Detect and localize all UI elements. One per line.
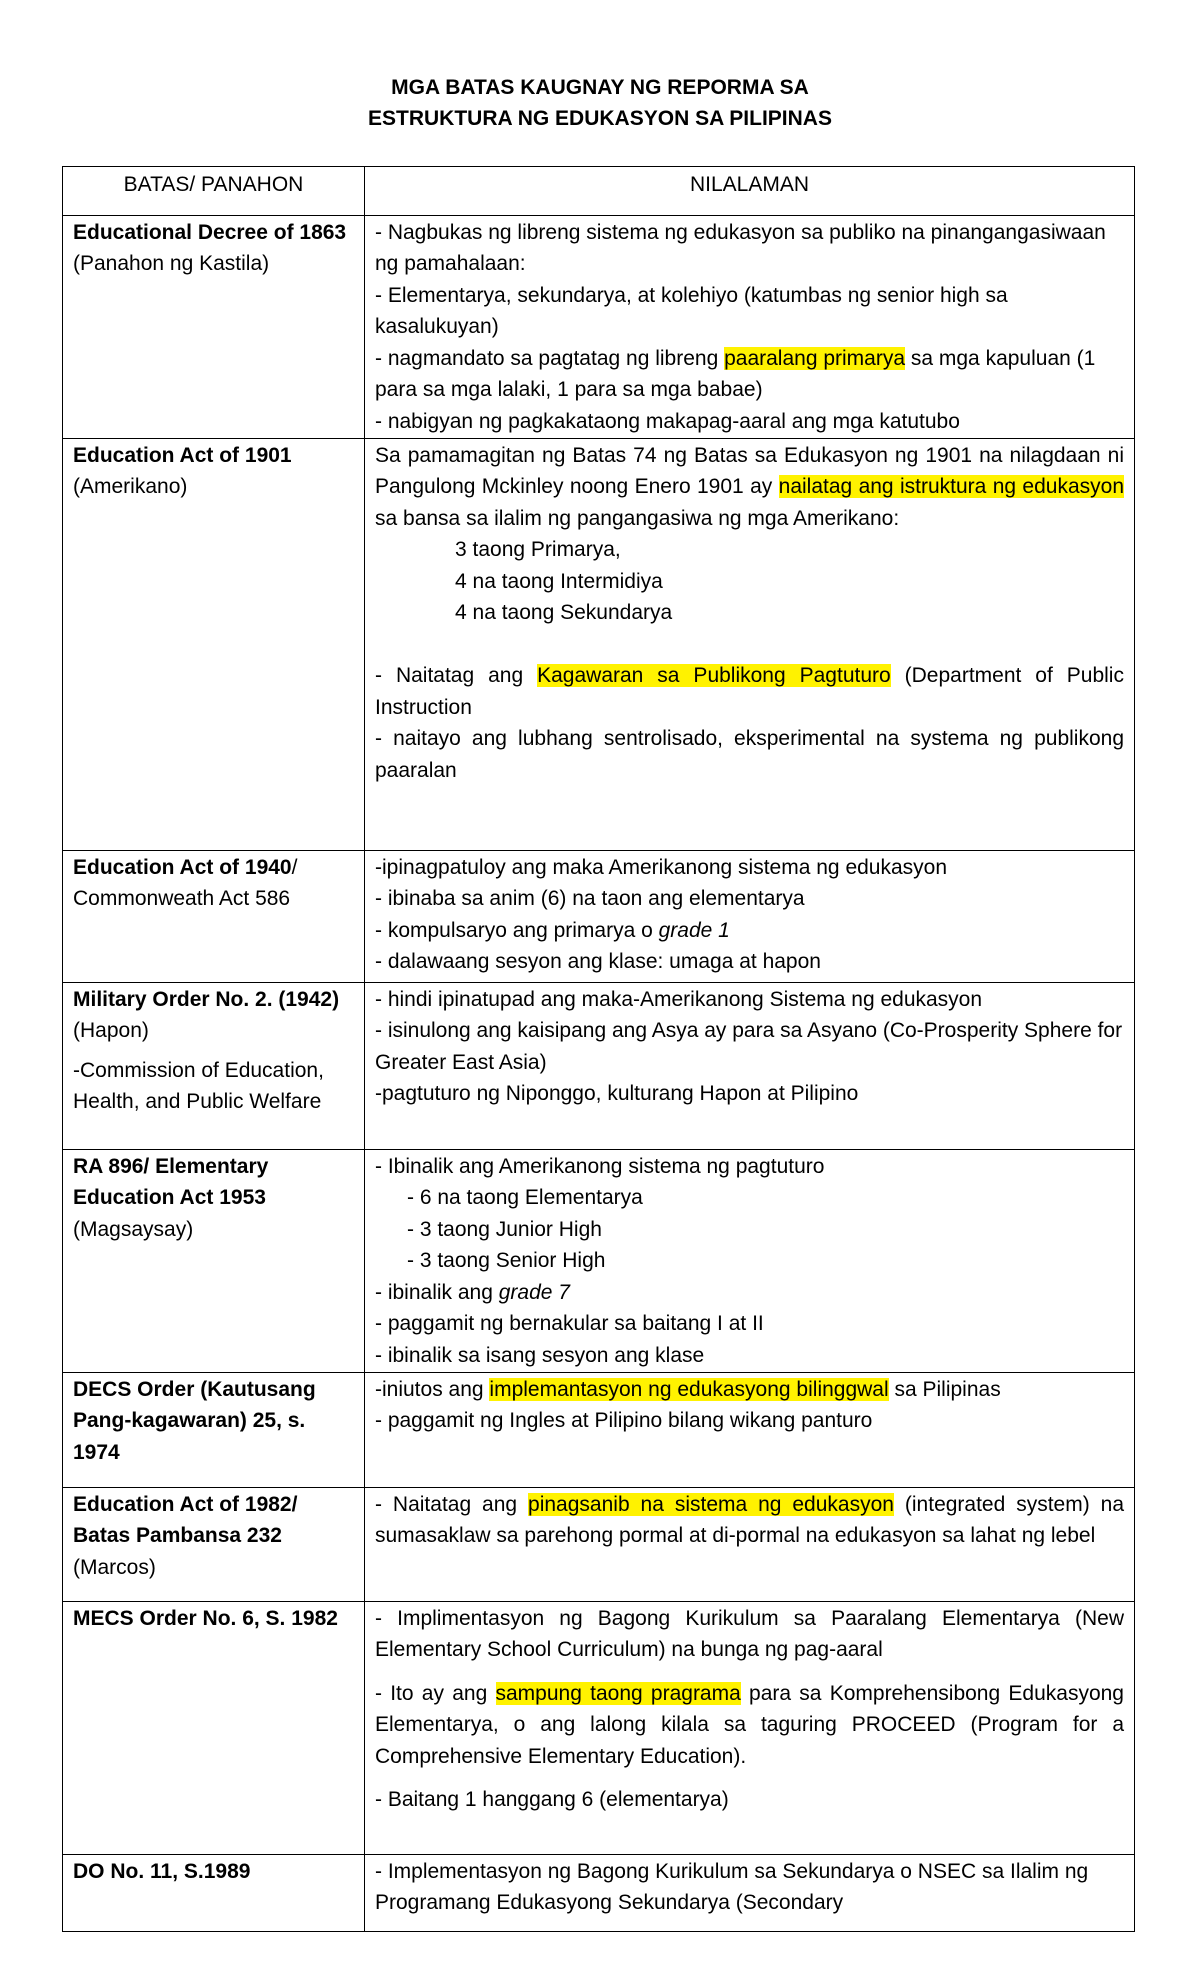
law-cell [63,1601,365,1854]
law-period: (Amerikano) [73,475,188,498]
law-name: Education Act of 1901 [73,443,292,467]
spacer [375,629,1124,661]
list-item: - 3 taong Senior High [407,1249,606,1272]
law-extra: -Commission of Education, Health, and Public Welfare [73,1058,324,1113]
table-header-row [63,167,1135,216]
content-line: - Baitang 1 hanggang 6 (elementarya) [375,1788,729,1811]
content-line: - ibinaba sa anim (6) na taon ang elementarya [375,887,805,910]
content-cell [365,1372,1135,1487]
content-line: - Naitatag ang pinagsanib na sistema ng edukasyon (integrated system) na sumasaklaw sa parehong pormal at di-pormal na edukasyon sa lahat ng lebel [375,1492,1124,1547]
content-line: - paggamit ng Ingles at Pilipino bilang wikang panturo [375,1409,873,1432]
list-item: 3 taong Primarya, [455,538,621,561]
content-line: - naitayo ang lubhang sentrolisado, eksperimental na systema ng publikong paaralan [375,727,1124,782]
content-line: - Nagbukas ng libreng sistema ng edukasyon sa publiko na pinangangasiwaan ng pamahalaan: [375,220,1106,275]
table-row [63,1601,1135,1854]
table-row [63,1854,1135,1931]
law-name: Education Act of 1982/ Batas Pambansa 232 [73,1492,298,1547]
content-cell [365,438,1135,850]
content-line: - nabigyan ng pagkakataong makapag-aaral ang mga katutubo [375,409,960,433]
content-line: - Implimentasyon ng Bagong Kurikulum sa Paaralang Elementarya (New Elementary School Curriculum) na bunga ng pag-aaral [375,1606,1124,1661]
content-line: - nagmandato sa pagtatag ng libreng paaralang primarya sa mga kapuluan (1 para sa mga lalaki, 1 para sa mga babae) [375,346,1096,401]
content-cell [365,1854,1135,1931]
list-item: - 3 taong Junior High [407,1217,602,1241]
table-row [63,1372,1135,1487]
law-cell [63,850,365,982]
list-item: - 6 na taong Elementarya [407,1186,643,1209]
content-line: - ibinalik ang grade 7 [375,1280,570,1304]
highlight: implemantasyon ng edukasyong bilinggwal [489,1377,889,1401]
law-period: (Marcos) [73,1555,156,1579]
content-cell [365,1487,1135,1601]
law-cell [63,1372,365,1487]
content-line: - isinulong ang kaisipang ang Asya ay para sa Asyano (Co-Prosperity Sphere for Greater East Asia) [375,1019,1123,1074]
highlight: pinagsanib na sistema ng edukasyon [528,1492,894,1516]
header-batas: BATAS/ PANAHON [63,167,365,216]
content-line: - Elementarya, sekundarya, at kolehiyo (katumbas ng senior high sa kasalukuyan) [375,283,1008,338]
law-cell [63,982,365,1149]
law-cell [63,215,365,438]
title-line-2: ESTRUKTURA NG EDUKASYON SA PILIPINAS [368,107,832,130]
law-name: Education Act of 1940 [73,855,292,879]
highlight: sampung taong pragrama [495,1681,741,1705]
content-cell [365,1601,1135,1854]
content-cell [365,850,1135,982]
law-name: Military Order No. 2. (1942) [73,987,340,1011]
document-title [0,72,1200,134]
laws-table [62,166,1135,1932]
law-cell [63,1854,365,1931]
law-name: Educational Decree of 1863 [73,220,347,244]
list-item: 4 na taong Sekundarya [455,601,673,624]
content-line: - Naitatag ang Kagawaran sa Publikong Pagtuturo (Department of Public Instruction [375,664,1124,719]
law-cell [63,1149,365,1372]
law-name: DECS Order (Kautusang Pang-kagawaran) 25, s. 1974 [73,1377,316,1464]
law-name: RA 896/ Elementary Education Act 1953 [73,1154,269,1209]
content-line: - paggamit ng bernakular sa baitang I at II [375,1312,764,1335]
content-line: - ibinalik sa isang sesyon ang klase [375,1343,705,1367]
law-period: (Hapon) [73,1019,149,1042]
content-line: - hindi ipinatupad ang maka-Amerikanong Sistema ng edukasyon [375,987,983,1011]
content-cell [365,215,1135,438]
law-name: DO No. 11, S.1989 [73,1859,251,1883]
table-row [63,215,1135,438]
table-row [63,1149,1135,1372]
law-name: MECS Order No. 6, S. 1982 [73,1606,338,1630]
table-row [63,438,1135,850]
title-line-1: MGA BATAS KAUGNAY NG REPORMA SA [391,76,809,99]
list-item: 4 na taong Intermidiya [455,569,663,593]
law-period: (Panahon ng Kastila) [73,252,270,275]
law-period: (Magsaysay) [73,1217,194,1241]
table-row [63,982,1135,1149]
content-cell [365,982,1135,1149]
content-line: -ipinagpatuloy ang maka Amerikanong sistema ng edukasyon [375,855,948,879]
content-line: Sa pamamagitan ng Batas 74 ng Batas sa Edukasyon ng 1901 na nilagdaan ni Pangulong Mckinley noong Enero 1901 ay nailatag ang istruktura ng edukasyon sa bansa sa ilalim ng pangangasiwa ng mga Amerikano: [375,443,1124,530]
content-line: - Ito ay ang sampung taong pragrama para sa Komprehensibong Edukasyong Elementarya, o ang lalong kilala sa taguring PROCEED (Program for a Comprehensive Elementary Education). [375,1681,1124,1768]
highlight: Kagawaran sa Publikong Pagtuturo [537,664,891,687]
law-cell [63,1487,365,1601]
content-line: -iniutos ang implemantasyon ng edukasyong bilinggwal sa Pilipinas [375,1377,1001,1401]
law-cell [63,438,365,850]
content-line: - Implementasyon ng Bagong Kurikulum sa Sekundarya o NSEC sa Ilalim ng Programang Edukasyong Sekundarya (Secondary [375,1859,1089,1914]
content-line: - kompulsaryo ang primarya o grade 1 [375,918,730,942]
header-nilalaman: NILALAMAN [365,167,1135,216]
content-line: - Ibinalik ang Amerikanong sistema ng pagtuturo [375,1154,825,1178]
highlight: paaralang primarya [724,346,906,370]
content-line: - dalawaang sesyon ang klase: umaga at hapon [375,950,821,973]
table-row [63,850,1135,982]
law-period: / Commonweath Act 586 [73,855,298,910]
highlight: nailatag ang istruktura ng edukasyon [778,475,1124,498]
content-cell [365,1149,1135,1372]
table-row [63,1487,1135,1601]
content-line: -pagtuturo ng Niponggo, kulturang Hapon at Pilipino [375,1082,859,1105]
